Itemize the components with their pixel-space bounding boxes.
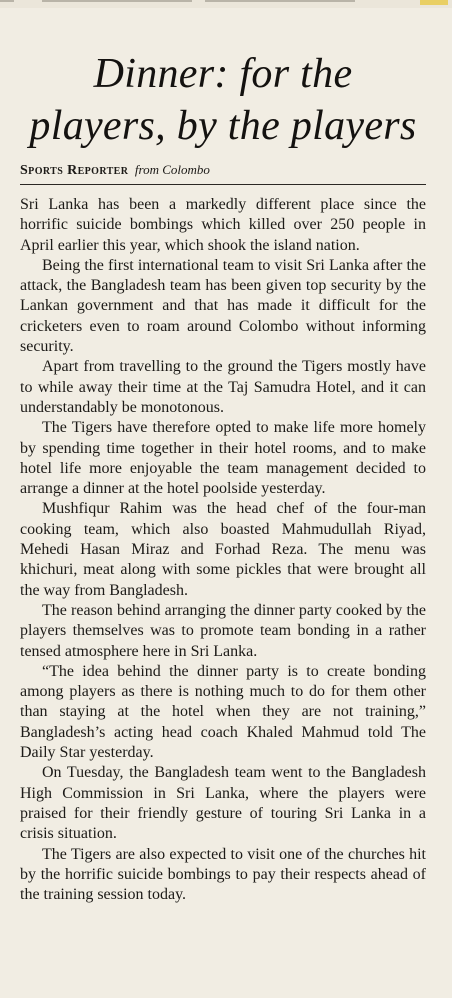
corner-color-mark (420, 0, 448, 5)
article-paragraph: Sri Lanka has been a markedly different place since the horrific suicide bombings which killed over 250 people in April earlier this year, which shook the island nation. (20, 196, 426, 254)
article-headline: Dinner: for the players, by the players (29, 51, 417, 149)
byline-reporter: Sports Reporter (20, 163, 129, 178)
article-paragraph: The Tigers have therefore opted to make life more homely by spending time together in their hotel rooms, and to make hotel life more enjoyable the team management decided to arrange a dinner at the hotel poolside yesterday. (20, 419, 426, 498)
article-paragraph: The Tigers are also expected to visit one of the churches hit by the horrific suicide bombings to pay their respects ahead of the training session today. (20, 845, 426, 904)
cropped-previous-column-strip (0, 0, 452, 8)
article-paragraph: “The idea behind the dinner party is to create bonding among players as there is nothing much to do for them other than staying at the hotel when they are not training,” Bangladesh’s acting head coach Khaled Mahmud told The Daily Star yesterday. (20, 662, 426, 762)
article-paragraph: On Tuesday, the Bangladesh team went to the Bangladesh High Commission in Sri Lanka, where the players were praised for their friendly gesture of touring Sri Lanka in a crisis situation. (20, 764, 426, 843)
article (20, 48, 426, 905)
article-body (20, 195, 426, 905)
article-paragraph: Being the first international team to visit Sri Lanka after the attack, the Bangladesh team has been given top security by the Lankan government and that has made it difficult for the cricketers even to roam around Colombo without informing security. (20, 256, 426, 356)
cropped-text-fragment (205, 0, 355, 2)
article-paragraph: The reason behind arranging the dinner party cooked by the players themselves was to promote team bonding in a rather tensed atmosphere here in Sri Lanka. (20, 601, 426, 660)
cropped-text-fragment (0, 0, 14, 2)
cropped-text-fragment (42, 0, 192, 2)
article-paragraph: Mushfiqur Rahim was the head chef of the four-man cooking team, which also boasted Mahmudullah Riyad, Mehedi Hasan Miraz and Forhad Reza. The menu was khichuri, meat along with some pickles that were brought all the way from Bangladesh. (20, 500, 426, 599)
article-paragraph: Apart from travelling to the ground the Tigers mostly have to while away their time at the Taj Samudra Hotel, and it can understandably be monotonous. (20, 358, 426, 416)
byline-origin: from Colombo (134, 162, 210, 177)
article-byline (20, 162, 426, 185)
